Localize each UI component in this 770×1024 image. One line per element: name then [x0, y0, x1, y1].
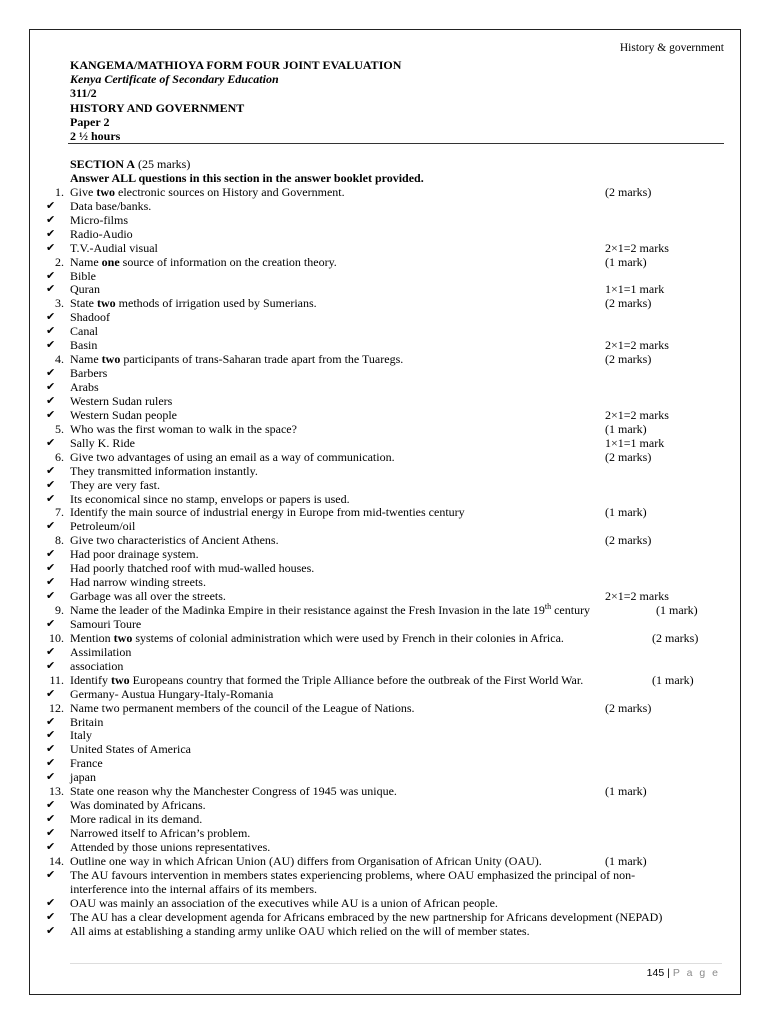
- section-instruction: Answer ALL questions in this section in the answer booklet provided.: [70, 170, 424, 185]
- question-text: [70, 256, 337, 270]
- question-emphasis: two: [111, 672, 130, 687]
- question-number: 9.: [55, 603, 64, 617]
- marks-allocation: (1 mark): [605, 505, 647, 520]
- answer-row: [0, 688, 770, 702]
- subject-title: HISTORY AND GOVERNMENT: [70, 100, 245, 115]
- question-emphasis: one: [101, 254, 120, 269]
- section-marks: (25 marks): [135, 157, 191, 171]
- paper-number: Paper 2: [70, 114, 110, 129]
- checkmark-icon: ✔: [46, 478, 56, 491]
- question-number: 6.: [55, 449, 64, 464]
- answer-text: The AU has a clear development agenda for Africans embraced by the new partnership for Africans development (NEPAD): [70, 909, 663, 924]
- answer-text: Barbers: [70, 366, 108, 381]
- marks-allocation: (1 mark): [656, 603, 698, 617]
- question-text: [70, 186, 345, 200]
- question-text: [70, 297, 317, 311]
- answer-row: [0, 548, 770, 562]
- question-row: [0, 674, 770, 688]
- header-divider: [68, 143, 724, 144]
- answer-text: More radical in its demand.: [70, 812, 203, 827]
- question-row: [0, 451, 770, 465]
- answer-row: [0, 869, 770, 897]
- answer-row: [0, 325, 770, 339]
- checkmark-icon: ✔: [46, 924, 56, 937]
- question-text-part: methods of irrigation used by Sumerians.: [115, 296, 317, 311]
- answer-text: Shadoof: [70, 310, 110, 325]
- checkmark-icon: ✔: [46, 381, 56, 393]
- marks-allocation: (1 mark): [652, 672, 694, 687]
- answer-text: association: [70, 658, 124, 673]
- checkmark-icon: ✔: [46, 241, 56, 254]
- question-text-part: Name the leader of the Madinka Empire in their resistance against the Fresh Invasion in the late 19: [70, 603, 545, 617]
- marks-allocation: 2×1=2 marks: [605, 240, 669, 255]
- answer-text: OAU was mainly an association of the executives while AU is a union of African people.: [70, 895, 498, 910]
- question-number: 7.: [55, 505, 64, 520]
- question-row: [0, 604, 770, 618]
- question-row: [0, 855, 770, 869]
- answer-text: Narrowed itself to African’s problem.: [70, 826, 251, 840]
- marks-allocation: (1 mark): [605, 421, 647, 436]
- question-text-part: Who was the first woman to walk in the space?: [70, 421, 297, 436]
- marks-allocation: 2×1=2 marks: [605, 338, 669, 353]
- checkmark-icon: ✔: [46, 896, 56, 909]
- marks-allocation: (2 marks): [605, 533, 652, 548]
- marks-allocation: 1×1=1 mark: [605, 435, 665, 450]
- answer-row: [0, 771, 770, 785]
- answer-text: T.V.-Audial visual: [70, 240, 158, 255]
- answer-text: Western Sudan rulers: [70, 393, 173, 408]
- question-row: [0, 632, 770, 646]
- answer-text: Had narrow winding streets.: [70, 575, 206, 590]
- answer-row: [0, 562, 770, 576]
- answer-text: Sally K. Ride: [70, 435, 135, 450]
- answer-text: Samouri Toure: [70, 616, 142, 631]
- answer-text: Data base/banks.: [70, 198, 152, 213]
- checkmark-icon: ✔: [46, 813, 56, 826]
- question-emphasis: two: [113, 630, 133, 645]
- question-row: [0, 297, 770, 311]
- marks-allocation: (2 marks): [605, 700, 652, 715]
- answer-row: [0, 270, 770, 284]
- marks-allocation: (1 mark): [605, 254, 647, 269]
- question-text-part: Name: [70, 254, 102, 269]
- question-text: [70, 451, 395, 465]
- answer-row: [0, 228, 770, 242]
- checkmark-icon: ✔: [46, 492, 56, 505]
- answer-text: japan: [70, 770, 96, 785]
- question-text-part: Give: [70, 184, 97, 199]
- footer-separator: |: [667, 967, 670, 979]
- checkmark-icon: ✔: [46, 227, 56, 240]
- answer-text: Arabs: [70, 380, 99, 394]
- answer-row: [0, 339, 770, 353]
- question-number: 13.: [49, 784, 64, 799]
- marks-allocation: (1 mark): [605, 853, 647, 868]
- answer-text: Italy: [70, 728, 92, 743]
- answer-row: [0, 618, 770, 632]
- answer-row: [0, 437, 770, 451]
- checkmark-icon: ✔: [46, 562, 56, 575]
- answer-row: [0, 729, 770, 743]
- marks-allocation: 1×1=1 mark: [605, 282, 665, 297]
- section-instruction-row: [0, 172, 770, 186]
- question-list: [0, 158, 770, 939]
- marks-allocation: 2×1=2 marks: [605, 407, 669, 422]
- page-label: P a g e: [672, 967, 720, 979]
- checkmark-icon: ✔: [46, 771, 56, 784]
- answer-text: Had poorly thatched roof with mud-walled houses.: [70, 561, 315, 576]
- checkmark-icon: ✔: [46, 757, 56, 770]
- question-number: 5.: [55, 421, 64, 436]
- question-row: [0, 506, 770, 520]
- question-text: [70, 632, 564, 646]
- question-row: [0, 785, 770, 799]
- checkmark-icon: ✔: [46, 659, 56, 672]
- paper-code: 311/2: [70, 86, 97, 101]
- answer-row: [0, 841, 770, 855]
- question-text: [70, 785, 397, 799]
- question-number: 4.: [55, 352, 64, 367]
- answer-row: [0, 799, 770, 813]
- checkmark-icon: ✔: [46, 827, 56, 839]
- answer-text: Had poor drainage system.: [70, 547, 199, 562]
- answer-text: They transmitted information instantly.: [70, 463, 258, 478]
- answer-row: [0, 576, 770, 590]
- answer-text: United States of America: [70, 742, 191, 757]
- question-text-part: century: [551, 603, 591, 617]
- page-footer: [647, 967, 720, 979]
- answer-row: [0, 409, 770, 423]
- question-text-part: State one reason why the Manchester Congress of 1945 was unique.: [70, 784, 397, 799]
- question-text: [70, 674, 583, 688]
- question-text: [70, 604, 590, 618]
- checkmark-icon: ✔: [46, 576, 56, 589]
- question-emphasis: two: [97, 296, 116, 311]
- answer-row: [0, 367, 770, 381]
- section-title: SECTION A: [70, 157, 136, 171]
- question-text-part: Mention: [70, 630, 114, 645]
- checkmark-icon: ✔: [46, 868, 56, 881]
- answer-text: Britain: [70, 714, 104, 729]
- checkmark-icon: ✔: [46, 799, 56, 812]
- checkmark-icon: ✔: [46, 590, 56, 603]
- answer-text: Canal: [70, 324, 98, 339]
- answer-text: Was dominated by Africans.: [70, 798, 206, 813]
- exam-header: [70, 58, 722, 143]
- answer-text: Attended by those unions representatives.: [70, 839, 271, 854]
- answer-text: Germany- Austua Hungary-Italy-Romania: [70, 686, 274, 701]
- answer-row: [0, 520, 770, 534]
- checkmark-icon: ✔: [46, 840, 56, 853]
- answer-row: [0, 493, 770, 507]
- section-heading: [0, 158, 770, 172]
- checkmark-icon: ✔: [46, 283, 56, 296]
- checkmark-icon: ✔: [46, 464, 56, 477]
- answer-row: [0, 283, 770, 297]
- question-number: 14.: [49, 853, 64, 868]
- answer-text: Its economical since no stamp, envelops or papers is used.: [70, 491, 350, 506]
- question-text-part: Outline one way in which African Union (AU) differs from Organisation of African Unity (OAU).: [70, 853, 542, 868]
- answer-row: [0, 897, 770, 911]
- question-number: 3.: [55, 296, 64, 311]
- question-row: [0, 702, 770, 716]
- question-text-part: Give two characteristics of Ancient Athens.: [70, 533, 279, 548]
- checkmark-icon: ✔: [46, 339, 56, 352]
- marks-allocation: (2 marks): [605, 184, 652, 199]
- checkmark-icon: ✔: [46, 436, 56, 449]
- question-row: [0, 256, 770, 270]
- question-number: 1.: [55, 184, 64, 199]
- answer-row: [0, 911, 770, 925]
- answer-row: [0, 590, 770, 604]
- answer-text: Assimilation: [70, 644, 132, 659]
- answer-text: The AU favours intervention in members states experiencing problems, where OAU emphasized the principal of non-interference into the internal affairs of its members.: [70, 867, 636, 896]
- question-row: [0, 534, 770, 548]
- question-text-part: Identify the main source of industrial energy in Europe from mid-twenties century: [70, 505, 465, 520]
- question-number: 12.: [49, 700, 64, 715]
- question-text-part: Name: [70, 352, 102, 367]
- question-emphasis: two: [101, 352, 121, 367]
- question-text: [70, 423, 297, 437]
- answer-row: [0, 465, 770, 479]
- paper-duration: 2 ½ hours: [70, 129, 121, 144]
- marks-allocation: (2 marks): [652, 630, 699, 645]
- answer-text: Radio-Audio: [70, 226, 133, 241]
- answer-text: Micro-films: [70, 212, 128, 227]
- checkmark-icon: ✔: [46, 269, 56, 282]
- checkmark-icon: ✔: [46, 729, 56, 742]
- question-number: 10.: [49, 630, 64, 645]
- exam-certificate: Kenya Certificate of Secondary Education: [70, 72, 279, 87]
- answer-row: [0, 743, 770, 757]
- answer-row: [0, 757, 770, 771]
- answer-row: [0, 716, 770, 730]
- question-text-part: Identify: [70, 672, 111, 687]
- marks-allocation: (2 marks): [605, 449, 652, 464]
- answer-row: [0, 200, 770, 214]
- question-emphasis: two: [96, 184, 115, 199]
- question-text-part: Europeans country that formed the Triple Alliance before the outbreak of the First World War.: [129, 672, 584, 687]
- answer-text: Petroleum/oil: [70, 519, 136, 534]
- marks-allocation: (2 marks): [605, 296, 652, 311]
- question-text-part: electronic sources on History and Government.: [115, 184, 345, 199]
- checkmark-icon: ✔: [46, 645, 56, 658]
- question-text-part: source of information on the creation theory.: [119, 254, 337, 269]
- question-row: [0, 186, 770, 200]
- question-text-part: participants of trans-Saharan trade apart from the Tuaregs.: [120, 352, 404, 367]
- question-number: 2.: [55, 254, 64, 269]
- checkmark-icon: ✔: [46, 743, 56, 756]
- question-text: [70, 506, 465, 520]
- checkmark-icon: ✔: [46, 910, 56, 923]
- marks-allocation: (1 mark): [605, 784, 647, 799]
- answer-text: Garbage was all over the streets.: [70, 589, 226, 604]
- question-text-part: Name two permanent members of the council of the League of Nations.: [70, 700, 415, 715]
- checkmark-icon: ✔: [46, 367, 56, 380]
- question-text: [70, 702, 415, 716]
- running-header: History & government: [619, 42, 724, 54]
- answer-row: [0, 479, 770, 493]
- answer-row: [0, 381, 770, 395]
- question-superscript: th: [544, 602, 552, 611]
- question-row: [0, 353, 770, 367]
- marks-allocation: (2 marks): [605, 352, 652, 367]
- checkmark-icon: ✔: [46, 311, 56, 324]
- question-text: [70, 855, 542, 869]
- question-text: [70, 353, 403, 367]
- marks-allocation: 2×1=2 marks: [605, 589, 669, 604]
- checkmark-icon: ✔: [46, 520, 56, 533]
- answer-text: They are very fast.: [70, 477, 160, 492]
- answer-row: [0, 214, 770, 228]
- checkmark-icon: ✔: [46, 325, 56, 338]
- answer-row: [0, 311, 770, 325]
- question-text: [70, 534, 279, 548]
- answer-text: France: [70, 756, 103, 771]
- exam-title: KANGEMA/MATHIOYA FORM FOUR JOINT EVALUATION: [70, 58, 402, 72]
- answer-text: Quran: [70, 282, 100, 297]
- answer-row: [0, 242, 770, 256]
- answer-row: [0, 925, 770, 939]
- answer-text: Basin: [70, 338, 98, 353]
- answer-row: [0, 660, 770, 674]
- answer-text: Western Sudan people: [70, 407, 178, 422]
- checkmark-icon: ✔: [46, 617, 56, 630]
- checkmark-icon: ✔: [46, 199, 56, 212]
- answer-text: Bible: [70, 268, 96, 283]
- question-number: 8.: [55, 533, 64, 548]
- question-row: [0, 423, 770, 437]
- checkmark-icon: ✔: [46, 687, 56, 700]
- question-text-part: Give two advantages of using an email as a way of communication.: [70, 449, 395, 464]
- answer-text: All aims at establishing a standing army unlike OAU which relied on the will of member states.: [70, 923, 530, 938]
- answer-row: [0, 827, 770, 841]
- checkmark-icon: ✔: [46, 394, 56, 407]
- footer-divider: [70, 963, 722, 964]
- answer-row: [0, 813, 770, 827]
- answer-row: [0, 646, 770, 660]
- question-text-part: State: [70, 296, 97, 311]
- checkmark-icon: ✔: [46, 213, 56, 226]
- question-number: 11.: [49, 672, 64, 687]
- checkmark-icon: ✔: [46, 548, 56, 561]
- answer-row: [0, 395, 770, 409]
- checkmark-icon: ✔: [46, 408, 56, 421]
- page-number: 145: [646, 967, 665, 979]
- checkmark-icon: ✔: [46, 715, 56, 728]
- question-text-part: systems of colonial administration which were used by French in their colonies in Africa.: [132, 630, 564, 645]
